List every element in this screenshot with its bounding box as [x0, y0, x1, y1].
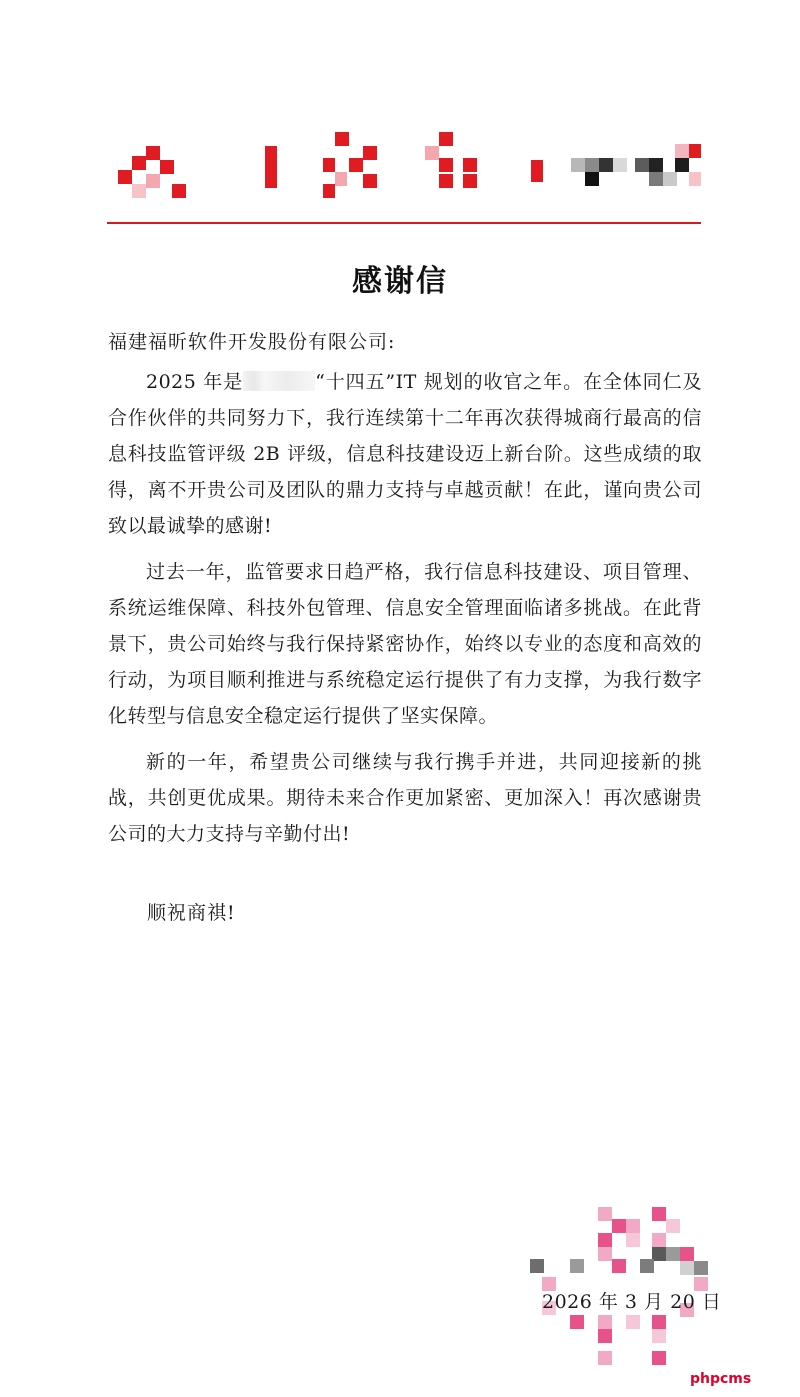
- paragraph-2: 过去一年，监管要求日趋严格，我行信息科技建设、项目管理、系统运维保障、科技外包管理、信息安全管理面临诸多挑战。在此背景下，贵公司始终与我行保持紧密协作，始终以专业的态度和高效的行动，为项目顺利推进与系统稳定运行提供了有力支撑，为我行数字化转型与信息安全稳定运行提供了坚实保障。: [108, 561, 702, 727]
- paragraph-3: 新的一年，希望贵公司继续与我行携手并进，共同迎接新的挑战，共创更优成果。期待未来合作更加紧密、更加深入！再次感谢贵公司的大力支持与辛勤付出!: [108, 751, 702, 845]
- letter-title: 感谢信: [352, 264, 448, 299]
- salutation-line: 福建福昕软件开发股份有限公司:: [108, 331, 396, 353]
- closing-line: 顺祝商祺!: [147, 902, 236, 924]
- site-watermark: phpcms: [690, 1371, 752, 1387]
- pixelated-letterhead-logo: [105, 128, 705, 200]
- paragraph-1-rest: “十四五”IT 规划的收官之年。在全体同仁及合作伙伴的共同努力下，我行连续第十二年再次获得城商行最高的信息科技监管评级 2B 评级，信息科技建设迈上新台阶。这些成绩的取得，离不开贵公司及团队的鼎力支持与卓越贡献！在此，谨向贵公司致以最诚挚的感谢!: [108, 371, 702, 537]
- letter-body: [108, 364, 702, 862]
- redacted-bank-name: [243, 371, 315, 391]
- paragraph-1: [108, 364, 702, 544]
- letter-date: 2026 年 3 月 20 日: [542, 1291, 722, 1313]
- letterhead-divider: [107, 222, 701, 224]
- letterhead-mosaic: [105, 128, 705, 200]
- paragraph-1-lead: 2025 年是: [146, 371, 244, 393]
